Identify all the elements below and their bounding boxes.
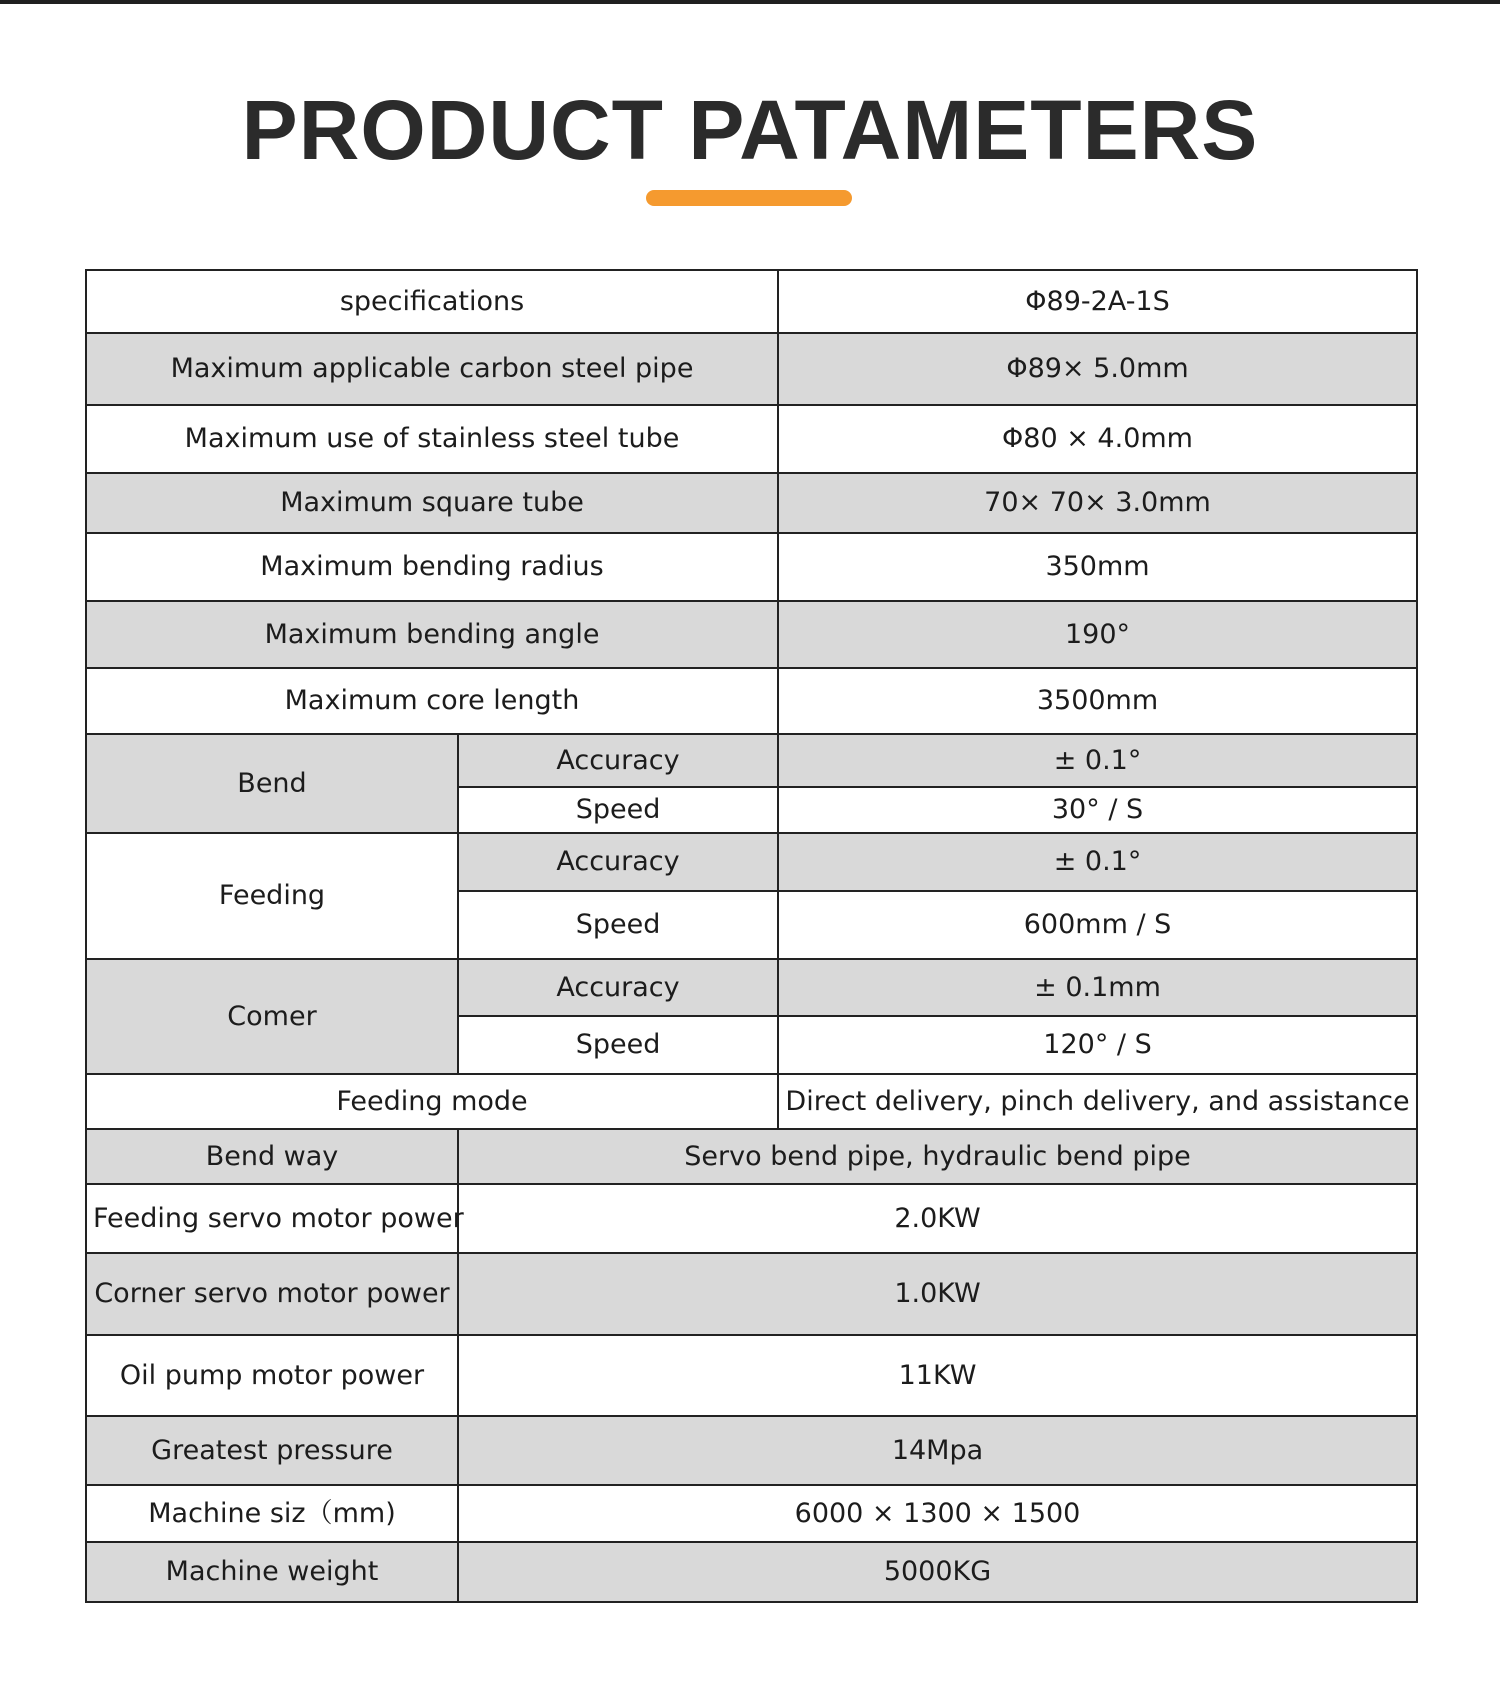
spec-value: 6000 × 1300 × 1500 [458, 1485, 1417, 1542]
spec-label: Maximum use of stainless steel tube [86, 405, 778, 473]
table-row [86, 668, 1417, 734]
spec-value: 120° / S [778, 1016, 1417, 1074]
spec-value: 2.0KW [458, 1184, 1417, 1253]
spec-value: Φ89× 5.0mm [778, 333, 1417, 405]
spec-label: Maximum bending angle [86, 601, 778, 668]
spec-table [85, 269, 1418, 1603]
spec-value: 3500mm [778, 668, 1417, 734]
spec-label: Bend way [86, 1129, 458, 1184]
table-row [86, 1542, 1417, 1602]
table-row [86, 1335, 1417, 1416]
title-accent-bar [646, 190, 852, 206]
spec-label: specifications [86, 270, 778, 333]
spec-value: Φ80 × 4.0mm [778, 405, 1417, 473]
spec-value: 14Mpa [458, 1416, 1417, 1485]
table-row [86, 1253, 1417, 1335]
spec-value: 350mm [778, 533, 1417, 601]
sub-label: Accuracy [458, 959, 778, 1016]
spec-label: Feeding servo motor power [86, 1184, 458, 1253]
spec-value: 5000KG [458, 1542, 1417, 1602]
spec-value: Servo bend pipe, hydraulic bend pipe [458, 1129, 1417, 1184]
spec-label: Corner servo motor power [86, 1253, 458, 1335]
spec-label: Oil pump motor power [86, 1335, 458, 1416]
sub-label: Accuracy [458, 833, 778, 891]
table-row [86, 473, 1417, 533]
table-row [86, 1184, 1417, 1253]
spec-value: ± 0.1° [778, 734, 1417, 787]
sub-label: Speed [458, 787, 778, 833]
table-row [86, 1416, 1417, 1485]
group-name: Bend [86, 734, 458, 833]
spec-value: 30° / S [778, 787, 1417, 833]
table-row [86, 405, 1417, 473]
spec-value: 190° [778, 601, 1417, 668]
sub-label: Accuracy [458, 734, 778, 787]
spec-label: Machine weight [86, 1542, 458, 1602]
spec-value: 1.0KW [458, 1253, 1417, 1335]
table-row [86, 734, 1417, 787]
spec-label: Maximum square tube [86, 473, 778, 533]
group-name: Comer [86, 959, 458, 1074]
spec-label: Maximum applicable carbon steel pipe [86, 333, 778, 405]
spec-label: Maximum bending radius [86, 533, 778, 601]
spec-value: 70× 70× 3.0mm [778, 473, 1417, 533]
table-row [86, 959, 1417, 1016]
spec-value: ± 0.1mm [778, 959, 1417, 1016]
group-name: Feeding [86, 833, 458, 959]
table-row [86, 333, 1417, 405]
table-row [86, 1074, 1417, 1129]
spec-label: Maximum core length [86, 668, 778, 734]
spec-value: Φ89-2A-1S [778, 270, 1417, 333]
table-row [86, 533, 1417, 601]
table-row [86, 1129, 1417, 1184]
sub-label: Speed [458, 891, 778, 959]
table-row [86, 833, 1417, 891]
table-row [86, 601, 1417, 668]
spec-label: Machine siz（mm) [86, 1485, 458, 1542]
page-title: PRODUCT PATAMETERS [241, 83, 1259, 177]
spec-label: Greatest pressure [86, 1416, 458, 1485]
spec-value: 11KW [458, 1335, 1417, 1416]
spec-value: ± 0.1° [778, 833, 1417, 891]
spec-value: Direct delivery, pinch delivery, and assistance [778, 1074, 1417, 1129]
spec-label: Feeding mode [86, 1074, 778, 1129]
top-divider [0, 0, 1500, 4]
spec-value: 600mm / S [778, 891, 1417, 959]
table-row [86, 270, 1417, 333]
table-row [86, 1485, 1417, 1542]
sub-label: Speed [458, 1016, 778, 1074]
